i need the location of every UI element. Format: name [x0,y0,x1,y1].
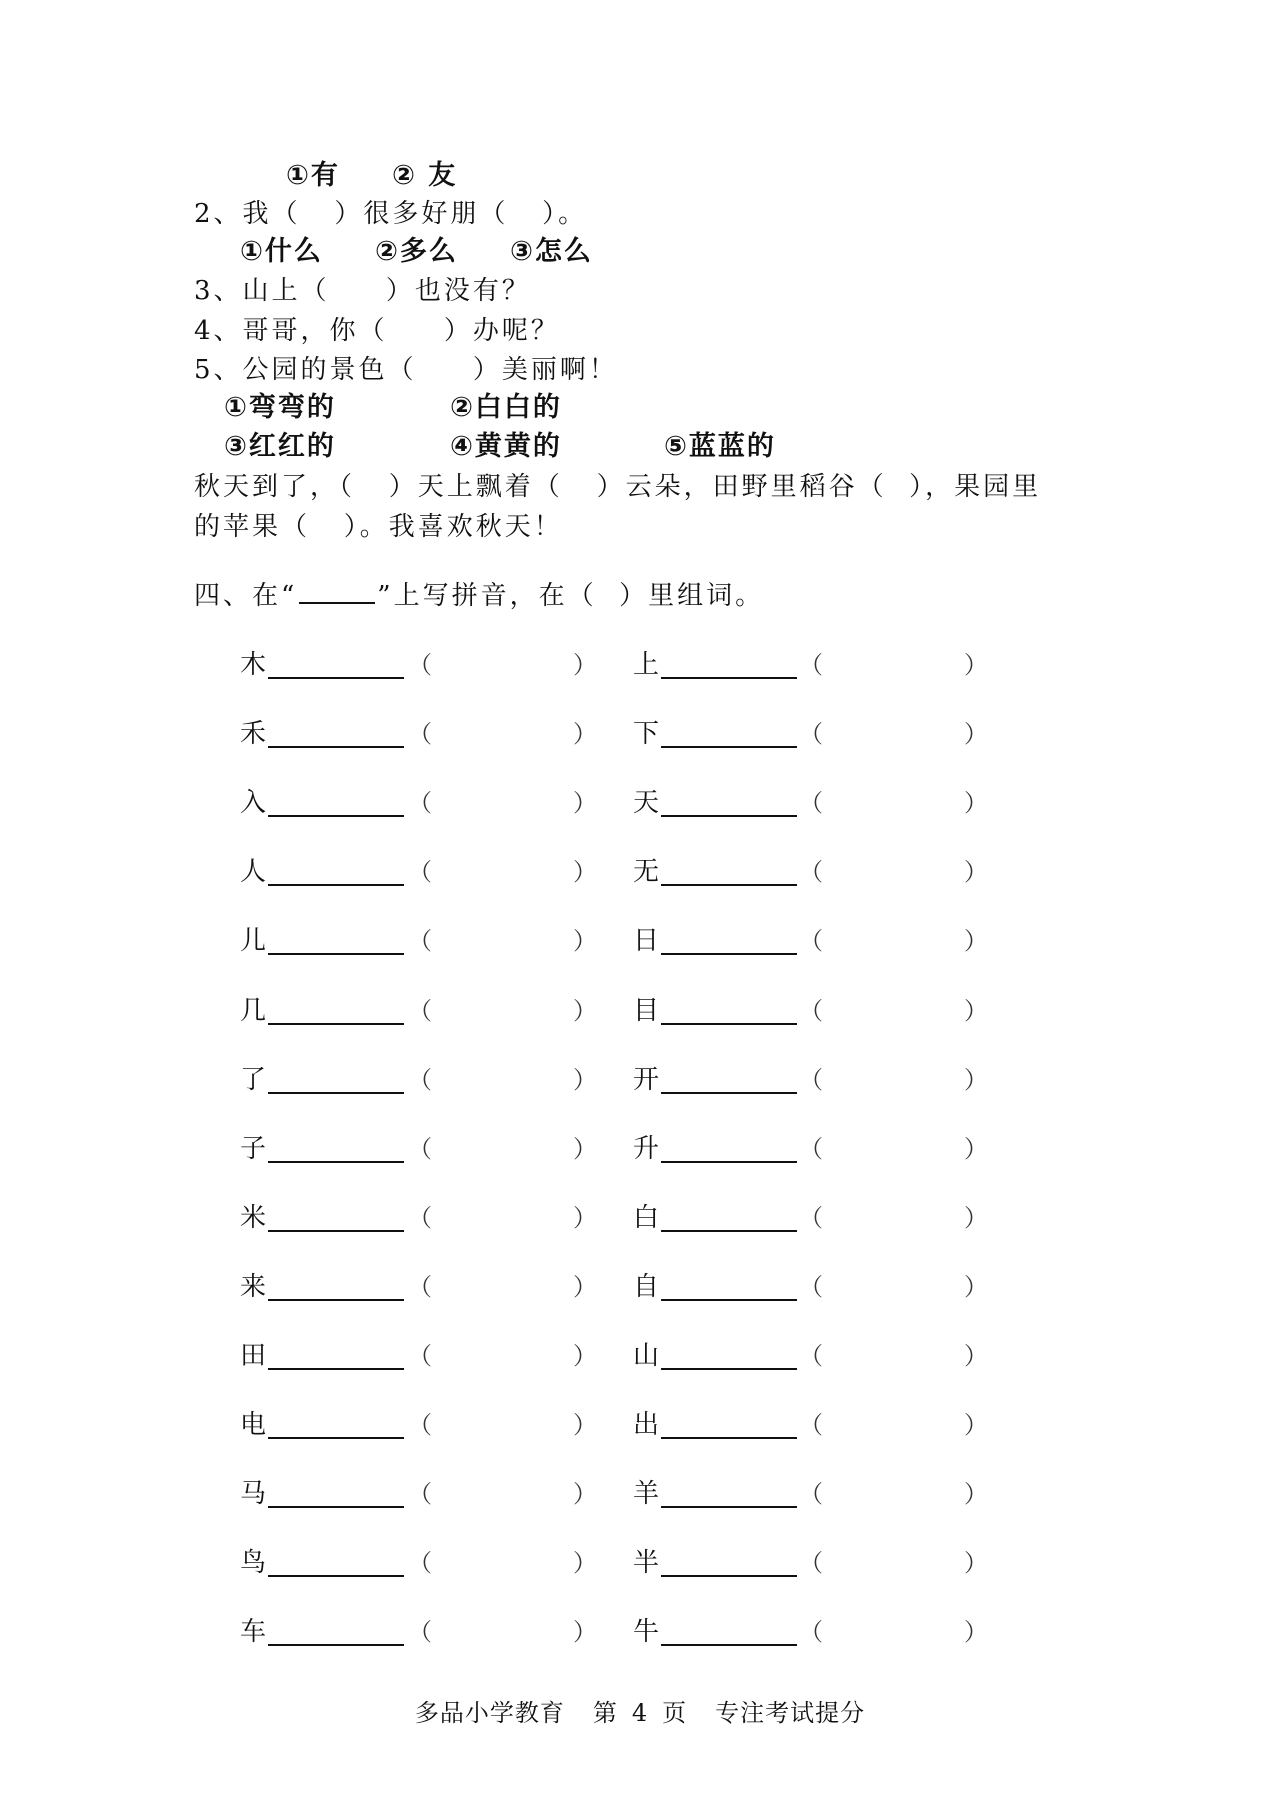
word-bracket-open-left: （ [408,1549,432,1577]
passage-line-2: 的苹果（ ）。我喜欢秋天！ [194,512,563,542]
word-row [0,1063,1280,1097]
word-bracket-close-left: ） [573,1066,597,1094]
pinyin-blank-right [661,1368,797,1370]
word-bracket-open-right: （ [799,927,823,955]
word-bracket-close-left: ） [573,1411,597,1439]
word-bracket-open-right: （ [799,1618,823,1646]
character-left: 儿 [240,926,267,956]
character-right: 自 [633,1272,660,1302]
pinyin-blank-right [661,953,797,955]
word-row [0,994,1280,1028]
section-4-suffix: ”上写拼音，在（ ）里组词。 [377,581,765,611]
question-4: 4、哥哥，你（ ）办呢？ [194,316,560,346]
character-left: 人 [240,857,267,887]
pinyin-blank-left [268,1023,404,1025]
word-bracket-close-left: ） [573,997,597,1025]
pinyin-blank-right [661,1299,797,1301]
word-bracket-open-left: （ [408,1618,432,1646]
word-bracket-close-left: ） [573,651,597,679]
word-bracket-open-left: （ [408,1135,432,1163]
pinyin-blank-left [268,884,404,886]
character-left: 车 [240,1617,267,1647]
pinyin-blank-left [268,1161,404,1163]
word-option-2: ②白白的 [450,392,562,423]
pinyin-blank-right [661,1575,797,1577]
word-row [0,1270,1280,1304]
word-option-5: ⑤蓝蓝的 [664,431,776,462]
word-bracket-open-left: （ [408,1411,432,1439]
pinyin-blank-right [661,1161,797,1163]
word-bracket-close-right: ） [964,651,988,679]
word-bracket-open-right: （ [799,997,823,1025]
character-right: 牛 [633,1617,660,1647]
word-bracket-close-right: ） [964,1411,988,1439]
word-bracket-close-right: ） [964,1135,988,1163]
word-bracket-close-right: ） [964,997,988,1025]
pinyin-blank-left [268,746,404,748]
word-bracket-open-right: （ [799,1411,823,1439]
passage-line-1: 秋天到了，（ ）天上飘着（ ）云朵，田野里稻谷（ ），果园里 [194,472,1042,502]
word-bracket-open-right: （ [799,1549,823,1577]
word-bracket-open-right: （ [799,1273,823,1301]
word-row [0,786,1280,820]
footer-brand: 多品小学教育 [414,1699,565,1727]
word-bracket-open-left: （ [408,720,432,748]
character-left: 几 [240,996,267,1026]
pinyin-blank-right [661,1092,797,1094]
word-row [0,717,1280,751]
word-row [0,1339,1280,1373]
pinyin-blank-left [268,677,404,679]
pinyin-blank-left [268,815,404,817]
character-left: 入 [240,788,267,818]
q2-option-1: ①什么 [240,236,323,267]
word-bracket-close-right: ） [964,1618,988,1646]
pinyin-blank-left [268,1506,404,1508]
word-bracket-open-right: （ [799,1135,823,1163]
word-bracket-close-right: ） [964,789,988,817]
word-bracket-close-left: ） [573,1342,597,1370]
word-bracket-close-right: ） [964,1066,988,1094]
question-2: 2、我（ ）很多好朋（ ）。 [194,199,588,229]
character-right: 升 [633,1134,660,1164]
word-bracket-open-left: （ [408,1342,432,1370]
word-bracket-open-left: （ [408,1273,432,1301]
word-bracket-open-left: （ [408,997,432,1025]
word-bracket-close-right: ） [964,720,988,748]
word-bracket-close-left: ） [573,1549,597,1577]
word-bracket-open-left: （ [408,1480,432,1508]
character-right: 山 [633,1341,660,1371]
word-bracket-close-left: ） [573,1273,597,1301]
q1-option-2: ② 友 [392,160,458,191]
character-left: 禾 [240,719,267,749]
pinyin-blank-right [661,746,797,748]
word-row [0,1132,1280,1166]
word-row [0,1477,1280,1511]
section-4-heading [194,580,764,611]
character-left: 鸟 [240,1548,267,1578]
word-row [0,924,1280,958]
word-bracket-close-right: ） [964,1480,988,1508]
word-row [0,1546,1280,1580]
pinyin-blank-left [268,1575,404,1577]
character-left: 田 [240,1341,267,1371]
word-bracket-open-left: （ [408,789,432,817]
pinyin-blank-right [661,677,797,679]
pinyin-blank-left [268,953,404,955]
word-option-4: ④黄黄的 [450,431,562,462]
pinyin-blank-sample [299,580,375,604]
character-left: 马 [240,1479,267,1509]
word-bracket-close-left: ） [573,789,597,817]
pinyin-blank-left [268,1092,404,1094]
word-bracket-close-right: ） [964,1549,988,1577]
word-option-1: ①弯弯的 [224,392,336,423]
word-bracket-close-left: ） [573,1135,597,1163]
footer-page-number: 4 [631,1699,649,1727]
section-4-prefix: 四、在“ [194,581,298,611]
character-right: 羊 [633,1479,660,1509]
pinyin-blank-right [661,884,797,886]
footer-page-post: 页 [662,1699,688,1727]
question-3: 3、山上（ ）也没有？ [194,276,531,306]
word-row [0,1615,1280,1649]
word-bracket-close-right: ） [964,927,988,955]
word-bracket-close-right: ） [964,1342,988,1370]
pinyin-blank-right [661,1437,797,1439]
word-bracket-close-right: ） [964,1204,988,1232]
character-right: 天 [633,788,660,818]
character-right: 开 [633,1065,660,1095]
word-bracket-close-left: ） [573,1618,597,1646]
pinyin-blank-left [268,1299,404,1301]
pinyin-blank-left [268,1230,404,1232]
character-right: 出 [633,1410,660,1440]
word-row [0,855,1280,889]
word-bracket-open-left: （ [408,1204,432,1232]
word-row [0,1201,1280,1235]
pinyin-blank-right [661,1230,797,1232]
character-left: 米 [240,1203,267,1233]
character-right: 半 [633,1548,660,1578]
word-row [0,648,1280,682]
q2-option-3: ③怎么 [510,236,593,267]
pinyin-blank-right [661,1023,797,1025]
word-bracket-close-left: ） [573,858,597,886]
word-bracket-open-right: （ [799,858,823,886]
word-bracket-open-left: （ [408,651,432,679]
word-bracket-close-left: ） [573,1204,597,1232]
q2-option-2: ②多么 [375,236,458,267]
character-right: 上 [633,650,660,680]
footer-page-indicator [593,1698,687,1728]
pinyin-blank-right [661,1644,797,1646]
word-bracket-open-left: （ [408,927,432,955]
pinyin-blank-left [268,1437,404,1439]
character-left: 了 [240,1065,267,1095]
word-bracket-open-right: （ [799,1066,823,1094]
character-right: 白 [633,1203,660,1233]
footer-slogan: 专注考试提分 [715,1699,866,1727]
word-bracket-open-left: （ [408,1066,432,1094]
character-right: 无 [633,857,660,887]
word-bracket-open-right: （ [799,1204,823,1232]
pinyin-blank-left [268,1644,404,1646]
word-option-3: ③红红的 [224,431,336,462]
pinyin-blank-right [661,1506,797,1508]
word-bracket-close-left: ） [573,720,597,748]
q1-option-1: ①有 [286,160,340,191]
character-left: 电 [240,1410,267,1440]
word-bracket-close-left: ） [573,1480,597,1508]
character-right: 日 [633,926,660,956]
footer-page-pre: 第 [592,1699,618,1727]
question-5: 5、公园的景色（ ）美丽啊！ [194,355,618,385]
pinyin-blank-right [661,815,797,817]
character-left: 子 [240,1134,267,1164]
pinyin-blank-left [268,1368,404,1370]
word-bracket-open-right: （ [799,651,823,679]
character-left: 木 [240,650,267,680]
word-bracket-close-left: ） [573,927,597,955]
word-bracket-close-right: ） [964,1273,988,1301]
word-bracket-open-right: （ [799,1342,823,1370]
page-footer [0,1698,1280,1728]
word-bracket-close-right: ） [964,858,988,886]
character-right: 目 [633,996,660,1026]
word-bracket-open-left: （ [408,858,432,886]
character-left: 来 [240,1272,267,1302]
word-row [0,1408,1280,1442]
character-right: 下 [633,719,660,749]
word-bracket-open-right: （ [799,789,823,817]
word-bracket-open-right: （ [799,1480,823,1508]
word-bracket-open-right: （ [799,720,823,748]
